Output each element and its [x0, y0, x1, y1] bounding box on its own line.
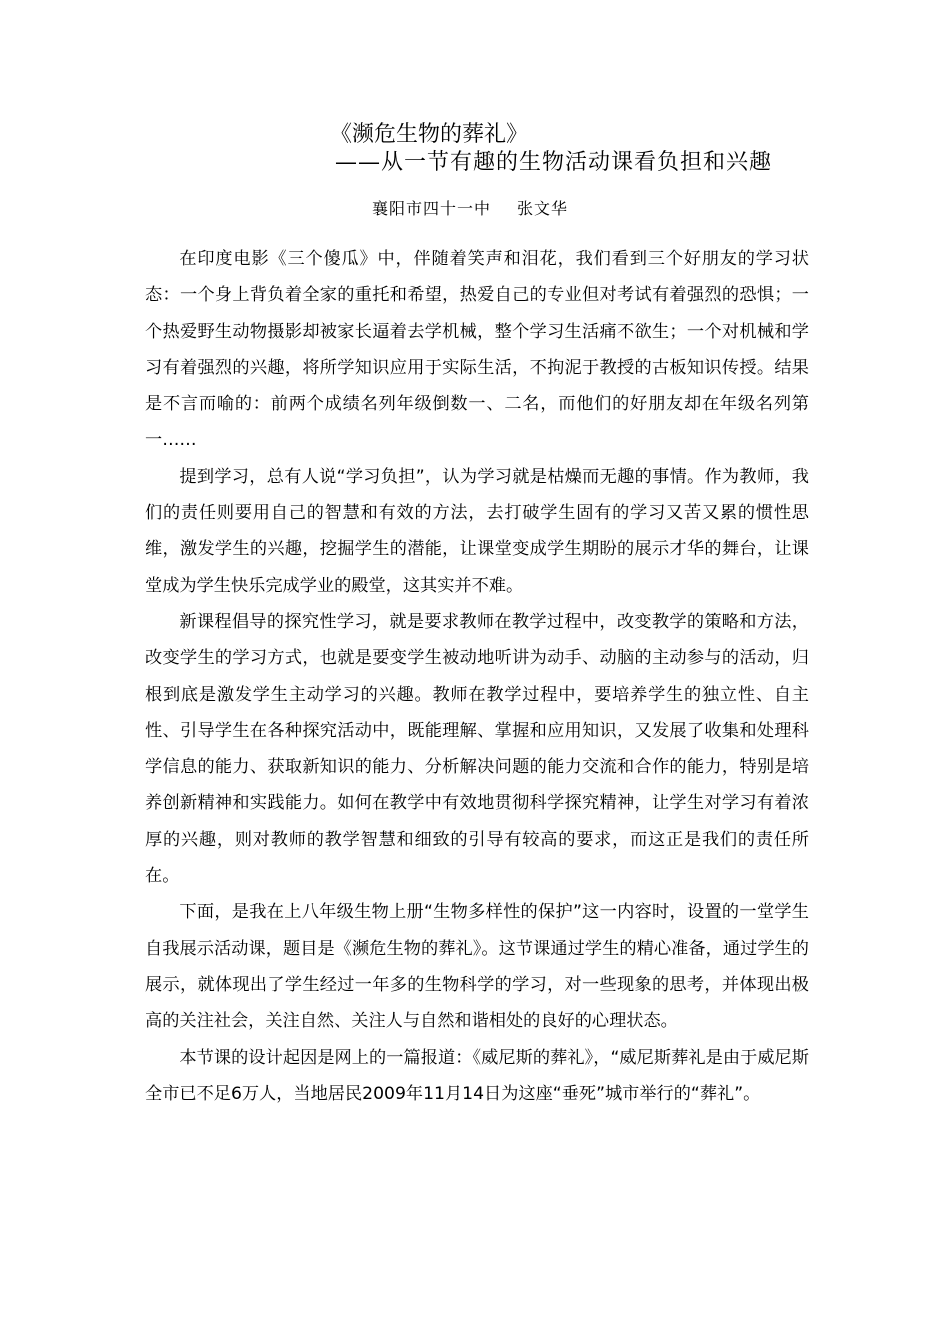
paragraph-4: 下面，是我在上八年级生物上册“生物多样性的保护”这一内容时，设置的一堂学生自我展示活动课，题目是《濒危生物的葬礼》。这节课通过学生的精心准备，通过学生的展示，就体现出了学生经过一年多的生物科学的学习，对一些现象的思考，并体现出极高的关注社会，关注自然、关注人与自然和谐相处的良好的心理状态。	[145, 902, 809, 1032]
document-title: 《濒危生物的葬礼》	[330, 122, 529, 147]
paragraph-3: 新课程倡导的探究性学习，就是要求教师在教学过程中，改变教学的策略和方法，改变学生的学习方式，也就是要变学生被动地听讲为动手、动脑的主动参与的活动，归根到底是激发学生主动学习的兴趣。教师在教学过程中，要培养学生的独立性、自主性、引导学生在各种探究活动中，既能理解、掌握和应用知识，又发展了收集和处理科学信息的能力、获取新知识的能力、分析解决问题的能力交流和合作的能力，特别是培养创新精神和实践能力。如何在教学中有效地贯彻科学探究精神，让学生对学习有着浓厚的兴趣，则对教师的教学智慧和细致的引导有较高的要求，而这正是我们的责任所在。	[145, 611, 809, 887]
document-body	[145, 241, 809, 1112]
document-subtitle: ——从一节有趣的生物活动课看负担和兴趣	[335, 150, 773, 175]
paragraph-2: 提到学习，总有人说“学习负担”，认为学习就是枯燥而无趣的事情。作为教师，我们的责任则要用自己的智慧和有效的方法，去打破学生固有的学习又苦又累的惯性思维，激发学生的兴趣，挖掘学生的潜能，让课堂变成学生期盼的展示才华的舞台，让课堂成为学生快乐完成学业的殿堂，这其实并不难。	[145, 466, 809, 596]
author-name: 张文华	[517, 199, 569, 218]
paragraph-1: 在印度电影《三个傻瓜》中，伴随着笑声和泪花，我们看到三个好朋友的学习状态：一个身上背负着全家的重托和希望，热爱自己的专业但对考试有着强烈的恐惧；一个热爱野生动物摄影却被家长逼着去学机械，整个学习生活痛不欲生；一个对机械和学习有着强烈的兴趣，将所学知识应用于实际生活，不拘泥于教授的古板知识传授。结果是不言而喻的：前两个成绩名列年级倒数一、二名，而他们的好朋友却在年级名列第一……	[145, 249, 809, 451]
author-school: 襄阳市四十一中	[372, 199, 492, 218]
author-line	[372, 196, 568, 222]
paragraph-5: 本节课的设计起因是网上的一篇报道：《威尼斯的葬礼》，“威尼斯葬礼是由于威尼斯全市已不足6万人，当地居民2009年11月14日为这座“垂死”城市举行的“葬礼”。	[145, 1047, 809, 1104]
